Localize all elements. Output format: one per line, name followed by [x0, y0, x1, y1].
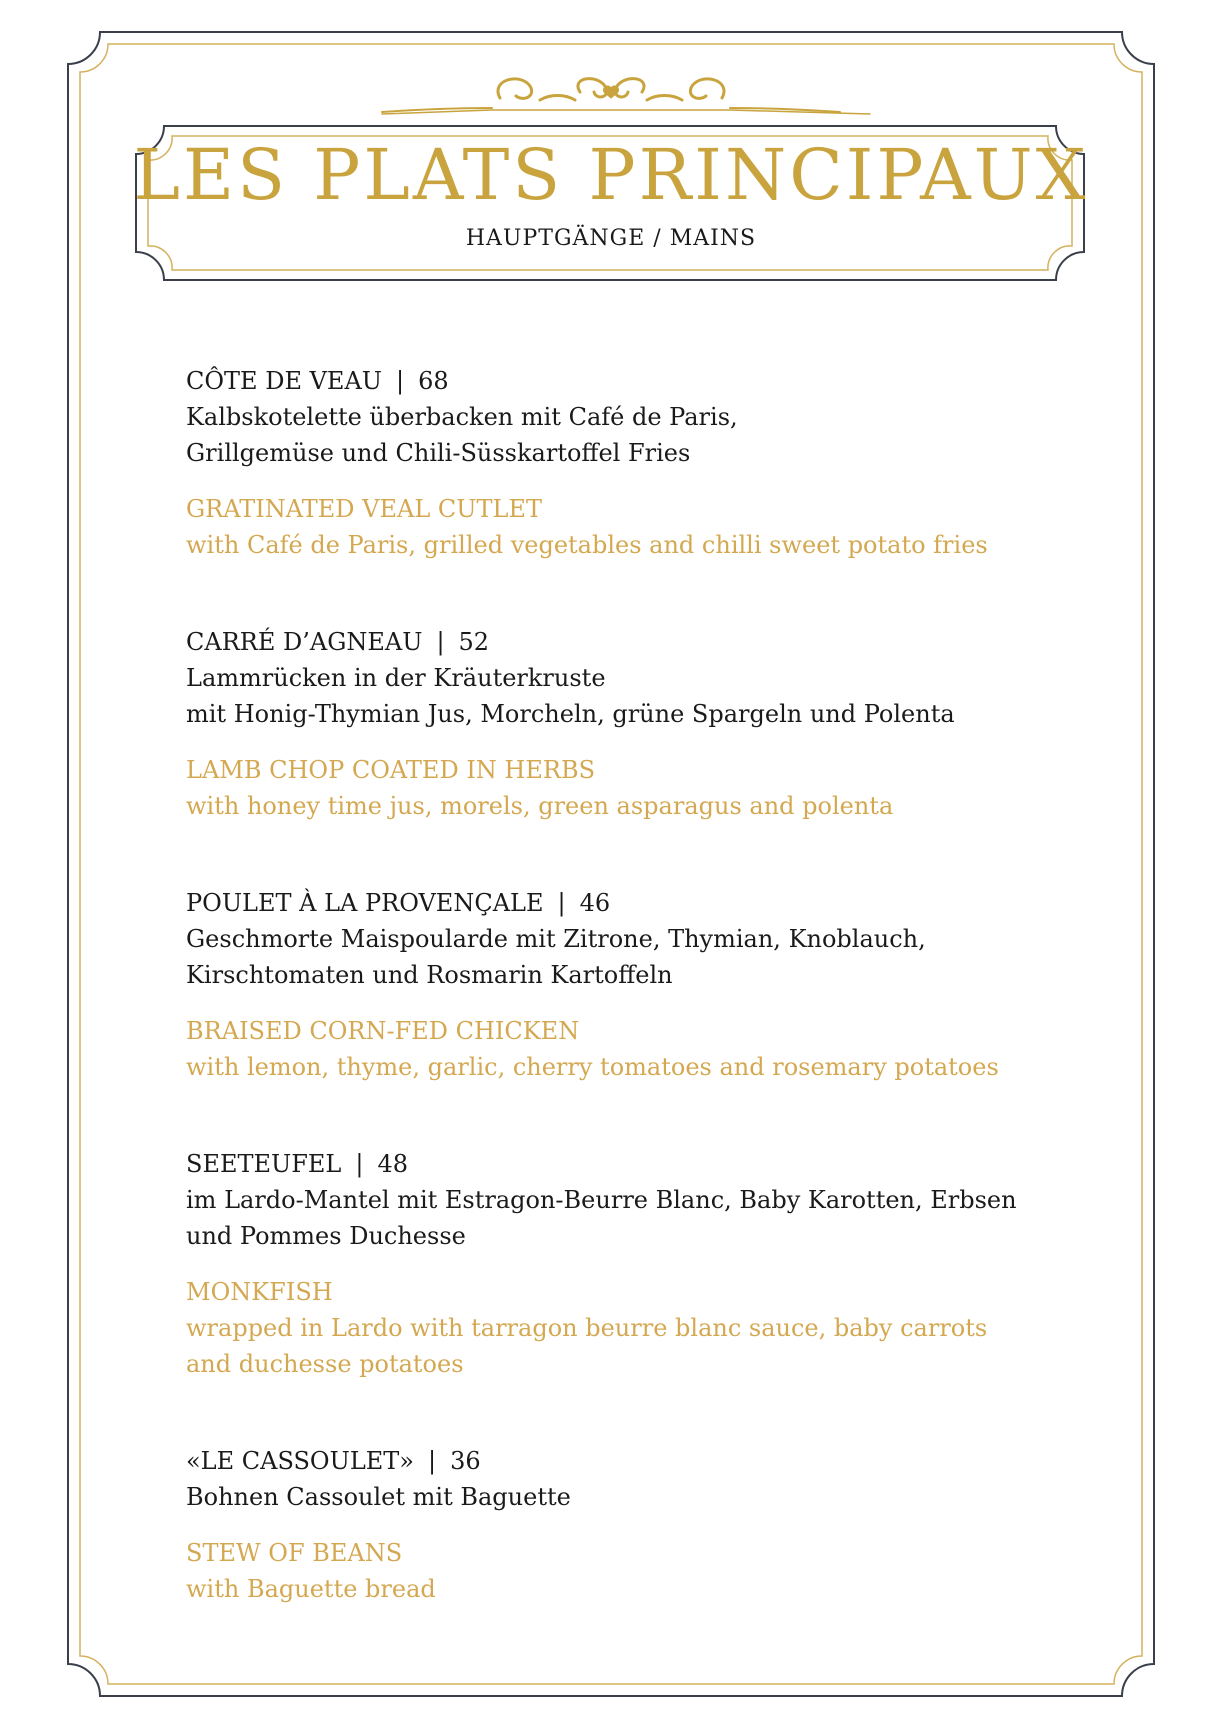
- dish-cote-de-veau: [186, 363, 1086, 563]
- dish-price: 48: [377, 1150, 408, 1178]
- dish-le-cassoulet: [186, 1443, 1086, 1607]
- dish-heading: [186, 1146, 1086, 1182]
- dish-heading: [186, 363, 1086, 399]
- dish-description-de: Bohnen Cassoulet mit Baguette: [186, 1483, 571, 1511]
- dish-price: 46: [579, 889, 611, 917]
- dish-price: 68: [418, 367, 449, 395]
- dish-name: SEETEUFEL: [186, 1150, 342, 1178]
- dish-poulet-a-la-provencale: [186, 885, 1086, 1085]
- dish-carre-d-agneau: [186, 624, 1086, 824]
- dish-description-de: und Pommes Duchesse: [186, 1222, 466, 1250]
- dish-description-de: im Lardo-Mantel mit Estragon-Beurre Blanc, Baby Karotten, Erbsen: [186, 1186, 1017, 1214]
- dish-seeteufel: [186, 1146, 1086, 1382]
- dish-description-de: Grillgemüse und Chili-Süsskartoffel Fries: [186, 439, 691, 467]
- ornament-flourish: [382, 79, 870, 114]
- menu-list: [186, 363, 1086, 1607]
- dish-separator: |: [436, 628, 445, 656]
- page-subtitle: HAUPTGÄNGE / MAINS: [465, 226, 757, 251]
- dish-separator: |: [396, 367, 405, 395]
- dish-description-en: wrapped in Lardo with tarragon beurre blanc sauce, baby carrots: [186, 1314, 988, 1342]
- dish-title-en: BRAISED CORN-FED CHICKEN: [186, 1017, 580, 1045]
- dish-name: CÔTE DE VEAU: [186, 367, 382, 395]
- dish-name: POULET À LA PROVENÇALE: [186, 889, 544, 917]
- dish-description-en: and duchesse potatoes: [186, 1350, 464, 1378]
- dish-title-en: STEW OF BEANS: [186, 1539, 403, 1567]
- dish-description-en: with Baguette bread: [186, 1575, 436, 1603]
- dish-description-en: with honey time jus, morels, green asparagus and polenta: [186, 792, 894, 820]
- dish-price: 36: [450, 1447, 481, 1475]
- dish-name: «LE CASSOULET»: [186, 1447, 414, 1475]
- dish-name: CARRÉ D’AGNEAU: [186, 628, 423, 656]
- dish-description-de: Geschmorte Maispoularde mit Zitrone, Thymian, Knoblauch,: [186, 925, 926, 953]
- page-title: LES PLATS PRINCIPAUX: [133, 134, 1089, 216]
- dish-separator: |: [557, 889, 566, 917]
- dish-heading: [186, 885, 1086, 921]
- dish-description-de: Kalbskotelette überbacken mit Café de Paris,: [186, 403, 738, 431]
- dish-separator: |: [427, 1447, 437, 1475]
- dish-description-de: mit Honig-Thymian Jus, Morcheln, grüne Spargeln und Polenta: [186, 700, 955, 728]
- dish-title-en: MONKFISH: [186, 1278, 333, 1306]
- dish-description-de: Lammrücken in der Kräuterkruste: [186, 664, 606, 692]
- dish-title-en: LAMB CHOP COATED IN HERBS: [186, 756, 596, 784]
- dish-description-en: with Café de Paris, grilled vegetables and chilli sweet potato fries: [186, 531, 988, 559]
- dish-description-en: with lemon, thyme, garlic, cherry tomatoes and rosemary potatoes: [186, 1053, 999, 1081]
- dish-title-en: GRATINATED VEAL CUTLET: [186, 495, 542, 523]
- dish-description-de: Kirschtomaten und Rosmarin Kartoffeln: [186, 961, 673, 989]
- dish-heading: [186, 1443, 1086, 1479]
- dish-heading: [186, 624, 1086, 660]
- dish-price: 52: [458, 628, 490, 656]
- dish-separator: |: [355, 1150, 364, 1178]
